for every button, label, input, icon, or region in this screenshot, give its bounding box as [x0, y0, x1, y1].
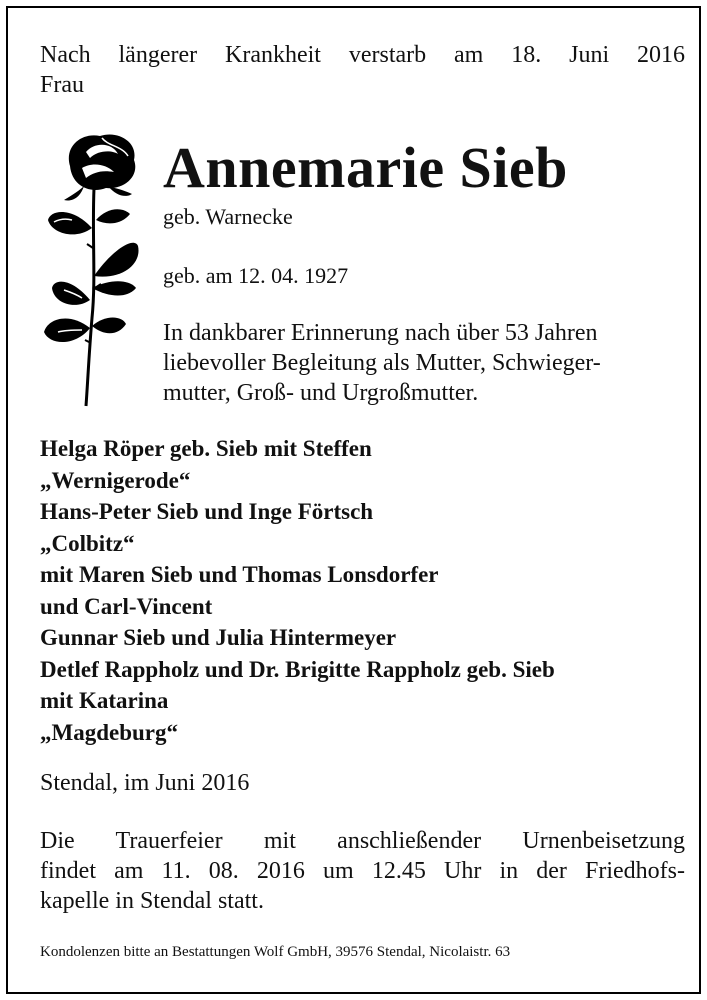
- service-line: findet am 11. 08. 2016 um 12.45 Uhr in der Friedhofs-: [40, 858, 685, 884]
- mourner-line: Hans-Peter Sieb und Inge Förtsch: [40, 499, 374, 524]
- condolence-note: Kondolenzen bitte an Bestattungen Wolf GmbH, 39576 Stendal, Nicolaistr. 63: [40, 944, 511, 960]
- rose-icon: [42, 128, 152, 408]
- place-date: Stendal, im Juni 2016: [40, 770, 250, 796]
- mourners-list: [40, 433, 685, 748]
- funeral-service-text: [40, 826, 685, 916]
- mourner-line: „Wernigerode“: [40, 467, 191, 493]
- mourner-line: mit Maren Sieb und Thomas Lonsdorfer: [40, 562, 439, 587]
- memory-line: mutter, Groß- und Urgroßmutter.: [163, 380, 479, 406]
- mourner-line: und Carl-Vincent: [40, 593, 213, 619]
- intro-line-1: Nach längerer Krankheit verstarb am 18. Juni 2016: [40, 42, 685, 68]
- mourner-line: Gunnar Sieb und Julia Hintermeyer: [40, 625, 397, 650]
- memory-line: In dankbarer Erinnerung nach über 53 Jahren: [163, 320, 598, 346]
- intro-line-2: Frau: [40, 72, 84, 98]
- intro-text: [40, 40, 685, 100]
- mourner-line: Helga Röper geb. Sieb mit Steffen: [40, 436, 372, 461]
- maiden-name: geb. Warnecke: [163, 204, 293, 229]
- service-line: Die Trauerfeier mit anschließender Urnenbeisetzung: [40, 828, 685, 854]
- memory-text: [163, 318, 685, 408]
- mourner-line: mit Katarina: [40, 688, 169, 713]
- service-line: kapelle in Stendal statt.: [40, 888, 264, 914]
- deceased-name: Annemarie Sieb: [163, 135, 568, 200]
- mourner-line: „Colbitz“: [40, 530, 135, 556]
- mourner-line: „Magdeburg“: [40, 719, 178, 745]
- notice-frame: [6, 6, 701, 994]
- memory-line: liebevoller Begleitung als Mutter, Schwieger-: [163, 350, 601, 376]
- birth-date: geb. am 12. 04. 1927: [163, 263, 349, 288]
- mourner-line: Detlef Rappholz und Dr. Brigitte Rappholz geb. Sieb: [40, 656, 555, 682]
